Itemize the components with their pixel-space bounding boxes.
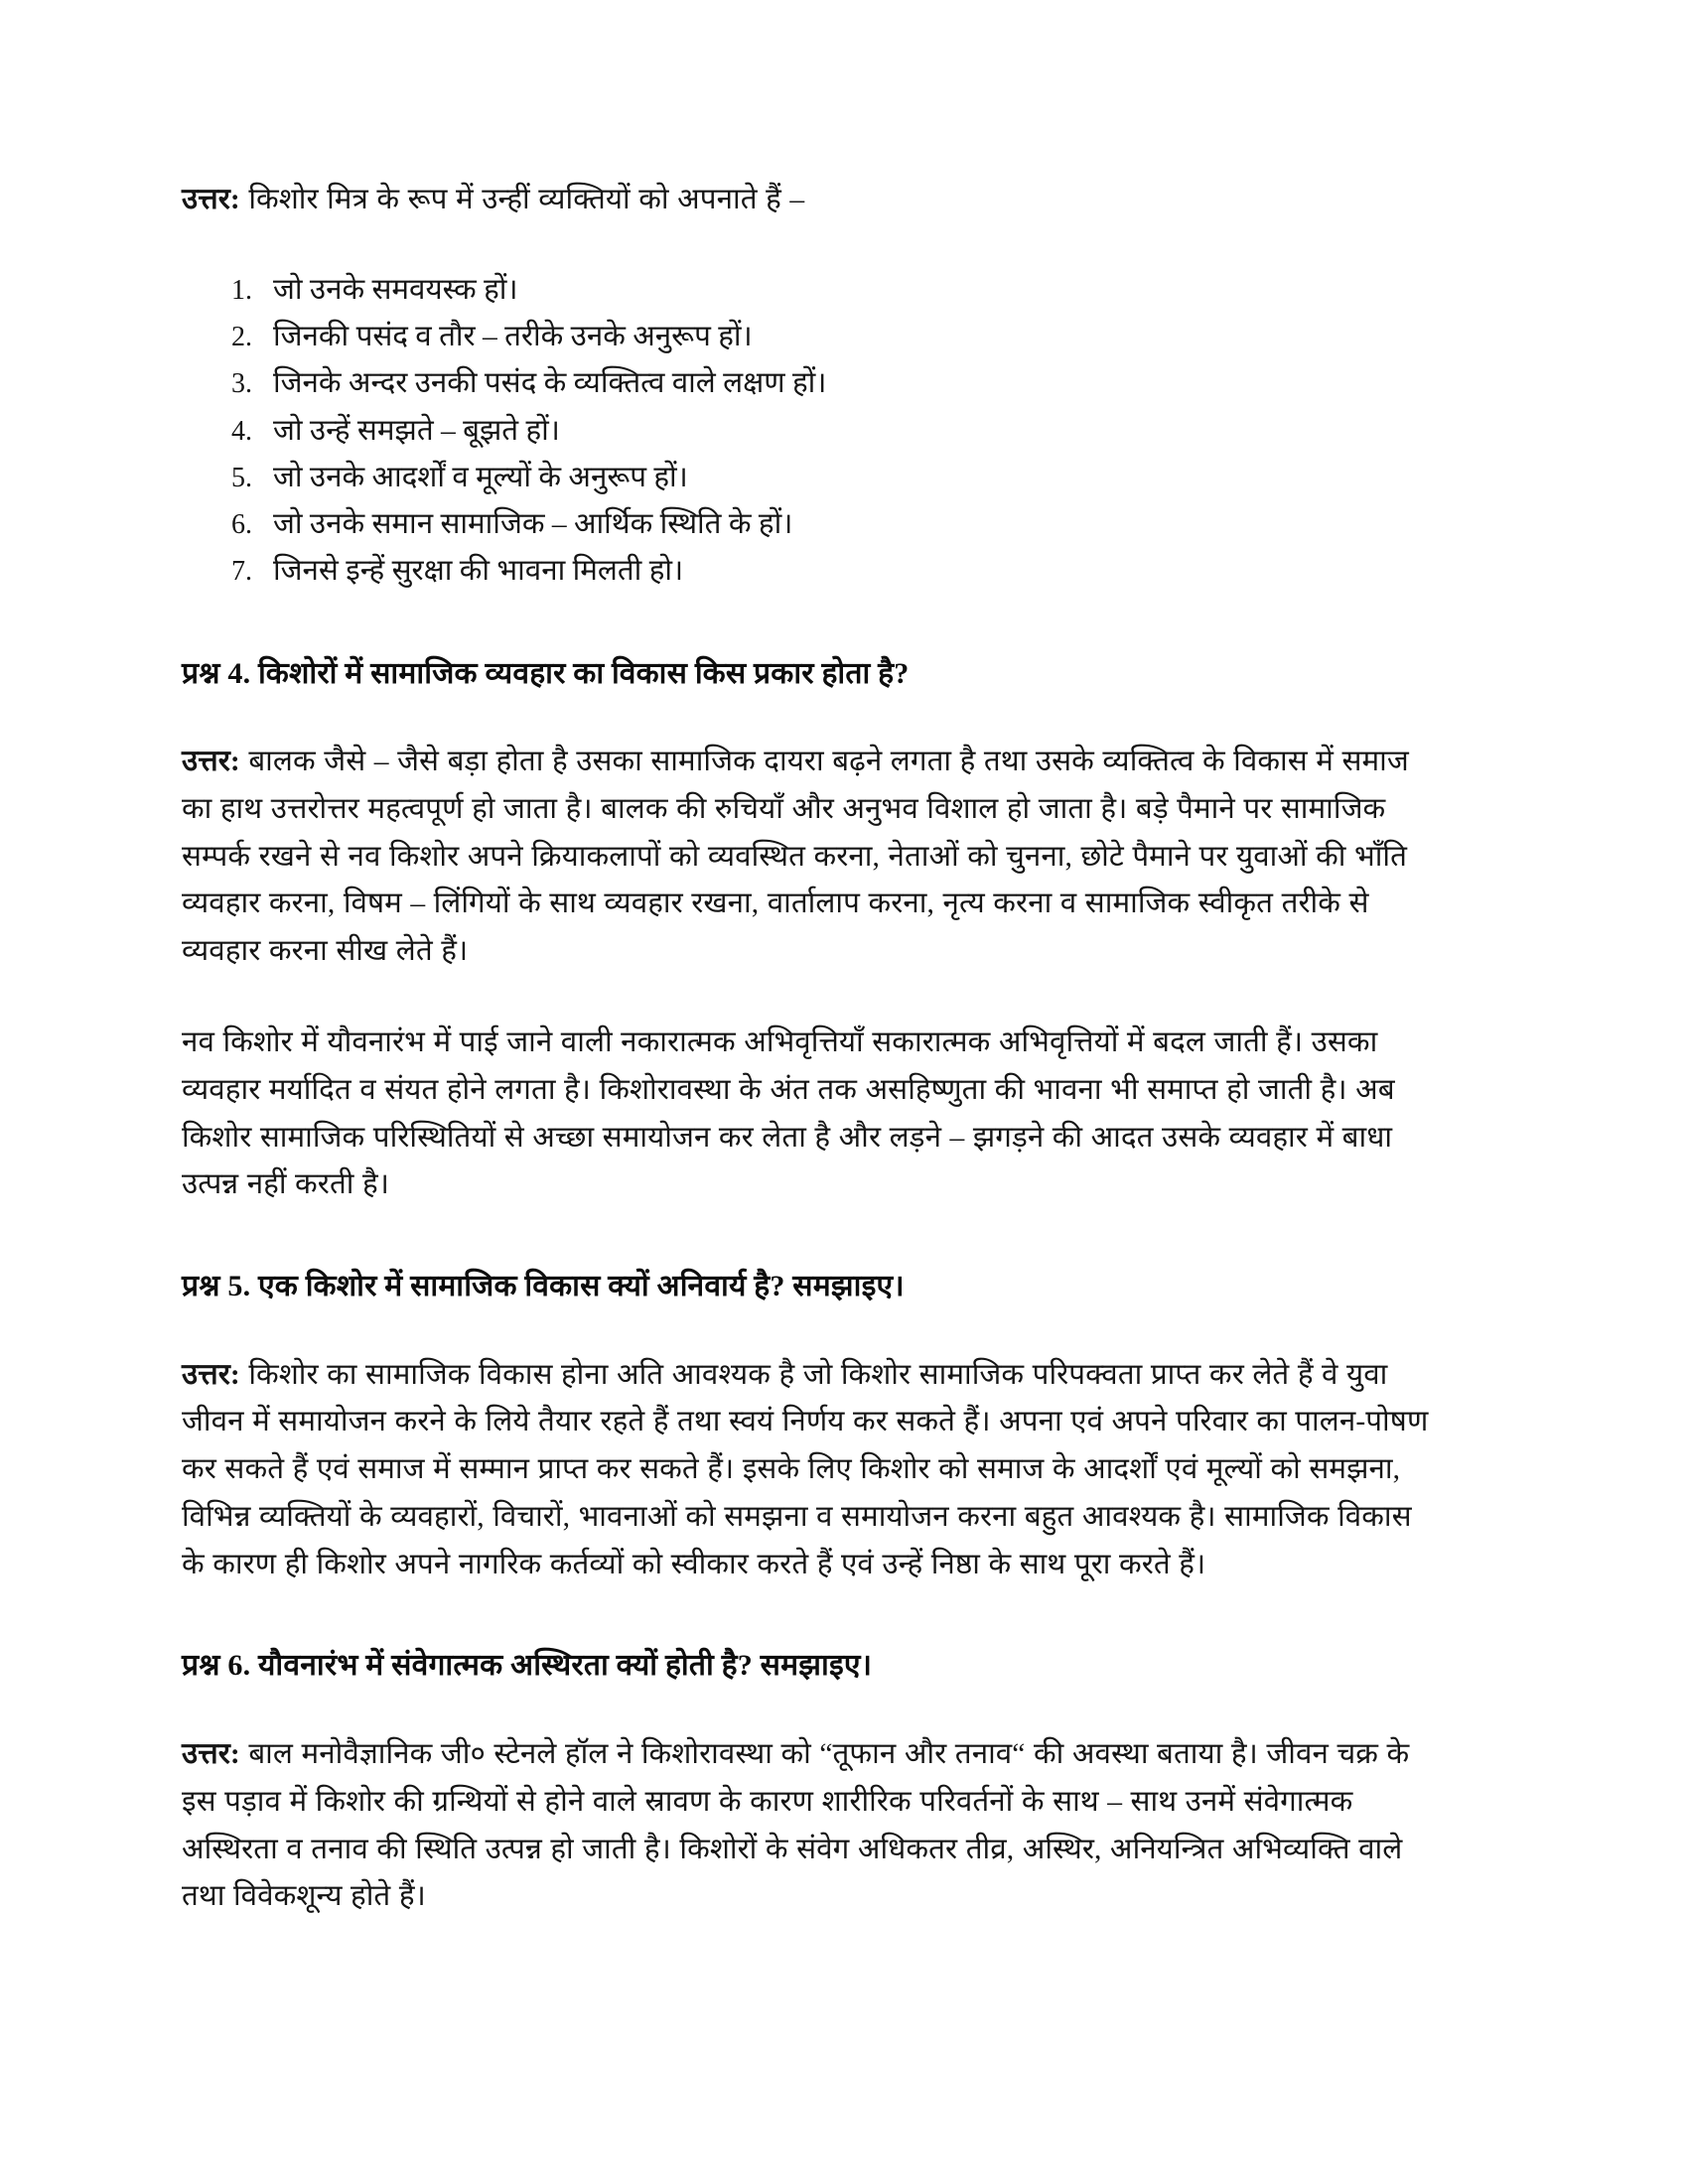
question-4-heading: प्रश्न 4. किशोरों में सामाजिक व्यवहार का विकास किस प्रकार होता है? (182, 656, 910, 690)
answer-3-list (182, 268, 1440, 594)
question-5-heading: प्रश्न 5. एक किशोर में सामाजिक विकास क्यों अनिवार्य है? समझाइए। (182, 1270, 905, 1303)
list-item: 2. जिनकी पसंद व तौर – तरीके उनके अनुरूप हों। (259, 315, 1440, 358)
list-item: 4. जो उन्हें समझते – बूझते हों। (259, 409, 1440, 453)
list-item: 7. जिनसे इन्हें सुरक्षा की भावना मिलती हो। (259, 549, 1440, 593)
question-6-heading: प्रश्न 6. यौवनारंभ में संवेगात्मक अस्थिरता क्यों होती है? समझाइए। (182, 1649, 873, 1683)
spacer (182, 597, 1440, 652)
spacer (182, 1588, 1440, 1644)
answer-6-paragraph-1 (182, 1731, 1440, 1921)
list-item: 5. जो उनके आदर्शों व मूल्यों के अनुरूप हों। (259, 456, 1440, 499)
spacer (182, 976, 1440, 1020)
spacer (182, 1308, 1440, 1352)
list-item: 6. जो उनके समान सामाजिक – आर्थिक स्थिति के हों। (259, 502, 1440, 546)
spacer (182, 695, 1440, 739)
answer-5-paragraph-1 (182, 1352, 1440, 1589)
list-item: 1. जो उनके समवयस्क हों। (259, 268, 1440, 312)
list-item: 3. जिनके अन्दर उनकी पसंद के व्यक्तित्व वाले लक्षण हों। (259, 361, 1440, 405)
answer-4-paragraph-2: नव किशोर में यौवनारंभ में पाई जाने वाली नकारात्मक अभिवृत्तियाँ सकारात्मक अभिवृत्तियों में बदल जाती हैं। उसका व्यवहार मर्यादित व संयत होने लगता है। किशोरावस्था के अंत तक असहिष्णुता की भावना भी समाप्त हो जाती है। अब किशोर सामाजिक परिस्थितियों से अच्छा समायोजन कर लेता है और लड़ने – झगड़ने की आदत उसके व्यवहार में बाधा उत्पन्न नहीं करती है। (182, 1025, 1395, 1201)
answer-3-intro-text: किशोर मित्र के रूप में उन्हीं व्यक्तियों को अपनाते हैं – (239, 184, 805, 215)
answer-4-paragraph-1 (182, 739, 1440, 976)
answer-label: उत्तर: (182, 746, 240, 778)
answer-label: उत्तर: (182, 1358, 240, 1391)
answer-4-text-1: बालक जैसे – जैसे बड़ा होता है उसका सामाजिक दायरा बढ़ने लगता है तथा उसके व्यक्तित्व के विकास में समाज का हाथ उत्तरोत्तर महत्वपूर्ण हो जाता है। बालक की रुचियाँ और अनुभव विशाल हो जाता है। बड़े पैमाने पर सामाजिक सम्पर्क रखने से नव किशोर अपने क्रियाकलापों को व्यवस्थित करना, नेताओं को चुनना, छोटे पैमाने पर युवाओं की भाँति व्यवहार करना, विषम – लिंगियों के साथ व्यवहार रखना, वार्तालाप करना, नृत्य करना व सामाजिक स्वीकृत तरीके से व्यवहार करना सीख लेते हैं। (182, 746, 1409, 968)
answer-6-text-1: बाल मनोवैज्ञानिक जी० स्टेनले हॉल ने किशोरावस्था को “तूफान और तनाव“ की अवस्था बताया है। जीवन चक्र के इस पड़ाव में किशोर की ग्रन्थियों से होने वाले स्रावण के कारण शारीरिक परिवर्तनों के साथ – साथ उनमें संवेगात्मक अस्थिरता व तनाव की स्थिति उत्पन्न हो जाती है। किशोरों के संवेग अधिकतर तीव्र, अस्थिर, अनियन्त्रित अभिव्यक्ति वाले तथा विवेकशून्य होते हैं। (182, 1737, 1410, 1913)
answer-5-text-1: किशोर का सामाजिक विकास होना अति आवश्यक है जो किशोर सामाजिक परिपक्वता प्राप्त कर लेते हैं वे युवा जीवन में समायोजन करने के लिये तैयार रहते हैं तथा स्वयं निर्णय कर सकते हैं। अपना एवं अपने परिवार का पालन-पोषण कर सकते हैं एवं समाज में सम्मान प्राप्त कर सकते हैं। इसके लिए किशोर को समाज के आदर्शों एवं मूल्यों को समझना, विभिन्न व्यक्तियों के व्यवहारों, विचारों, भावनाओं को समझना व समायोजन करना बहुत आवश्यक है। सामाजिक विकास के कारण ही किशोर अपने नागरिक कर्तव्यों को स्वीकार करते हैं एवं उन्हें निष्ठा के साथ पूरा करते हैं। (182, 1358, 1429, 1580)
answer-label: उत्तर: (182, 184, 240, 215)
answer-label: उत्तर: (182, 1737, 240, 1770)
answer-3-intro-paragraph (182, 177, 1440, 224)
spacer (182, 1688, 1440, 1731)
spacer (182, 224, 1440, 268)
spacer (182, 1209, 1440, 1265)
